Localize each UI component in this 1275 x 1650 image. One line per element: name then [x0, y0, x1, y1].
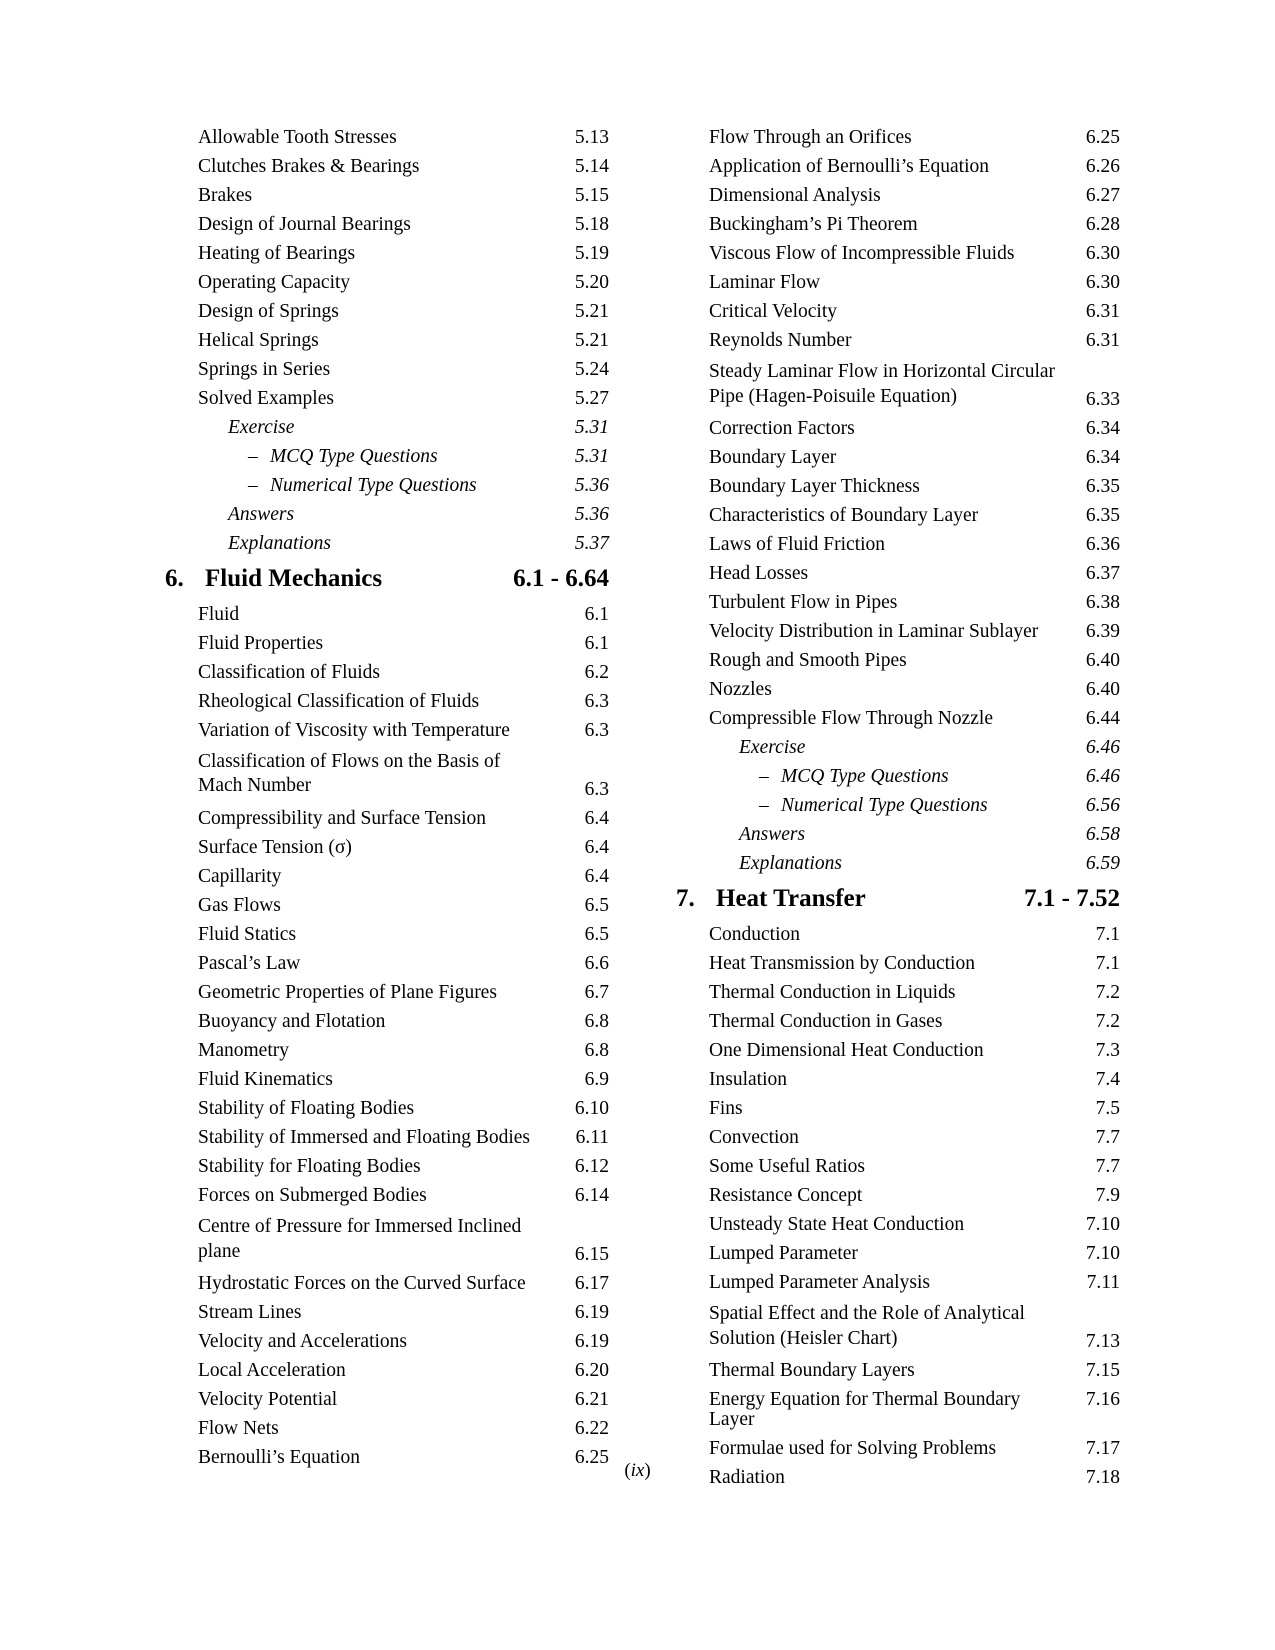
toc-entry-title: Laminar Flow — [709, 272, 821, 293]
toc-entry-title: Thermal Conduction in Liquids — [709, 981, 956, 1003]
toc-entry[interactable] — [160, 954, 609, 974]
toc-entry[interactable] — [671, 1012, 1120, 1032]
toc-entry-page-number: 7.3 — [1095, 1039, 1120, 1061]
toc-entry-title: Hydrostatic Forces on the Curved Surface — [198, 1273, 526, 1295]
toc-entry-title: Radiation — [709, 1466, 785, 1488]
toc-entry[interactable] — [671, 215, 1120, 235]
toc-entry[interactable] — [671, 157, 1120, 177]
toc-entry-title: Solved Examples — [198, 388, 334, 409]
toc-entry-title: Rough and Smooth Pipes — [709, 650, 907, 672]
toc-entry[interactable] — [160, 447, 609, 467]
toc-entry-page-number: 6.35 — [1085, 476, 1120, 498]
toc-entry-label: MCQ Type Questions — [270, 446, 438, 467]
toc-entry-title: Design of Springs — [198, 301, 339, 322]
toc-entry[interactable] — [671, 1186, 1120, 1206]
toc-entry[interactable] — [671, 448, 1120, 468]
toc-entry-title: Compressibility and Surface Tension — [198, 807, 487, 829]
toc-entry-title: Classification of Flows on the Basis of Mach Number — [198, 750, 501, 797]
toc-entry-page-number: 6.46 — [1085, 737, 1120, 759]
toc-entry-page-number: 6.4 — [584, 865, 609, 887]
toc-entry[interactable] — [671, 244, 1120, 264]
toc-entry-page-number: 6.26 — [1085, 156, 1120, 177]
toc-entry[interactable] — [160, 1128, 609, 1148]
toc-entry[interactable] — [160, 663, 609, 683]
toc-entry[interactable] — [671, 738, 1120, 758]
bullet-dash-icon: – — [759, 795, 769, 817]
toc-entry-title: Velocity Distribution in Laminar Sublayer — [709, 621, 1039, 643]
toc-entry-page-number: 7.1 — [1095, 952, 1120, 974]
toc-entry[interactable] — [160, 1099, 609, 1119]
toc-entry-title: Operating Capacity — [198, 272, 351, 293]
toc-entry-page-number: 6.19 — [574, 1302, 609, 1324]
toc-entry-title: Variation of Viscosity with Temperature — [198, 719, 510, 741]
toc-entry-title: Velocity and Accelerations — [198, 1331, 408, 1353]
toc-entry-page-number: 6.5 — [584, 923, 609, 945]
toc-entry-page-number: 6.3 — [584, 690, 609, 712]
toc-entry-title: Heating of Bearings — [198, 243, 356, 264]
toc-entry-page-number: 6.36 — [1085, 534, 1120, 556]
toc-entry-title: Spatial Effect and the Role of Analytical Solution (Heisler Chart) — [709, 1302, 1025, 1349]
toc-entry[interactable] — [160, 1303, 609, 1323]
toc-entry[interactable] — [671, 360, 1120, 410]
toc-entry-page-number: 6.4 — [584, 807, 609, 829]
toc-entry[interactable] — [160, 692, 609, 712]
toc-entry-title: Boundary Layer — [709, 447, 837, 469]
toc-entry-page-number: 6.1 — [584, 632, 609, 654]
toc-entry[interactable] — [160, 244, 609, 264]
toc-entry-title: Explanations — [228, 533, 331, 554]
toc-entry-title: Pascal’s Law — [198, 952, 301, 974]
toc-entry[interactable] — [671, 825, 1120, 845]
toc-columns — [160, 128, 1120, 1497]
toc-entry[interactable] — [160, 1390, 609, 1410]
toc-entry-page-number: 6.17 — [574, 1273, 609, 1295]
toc-entry-title: Flow Through an Orifices — [709, 127, 912, 148]
toc-entry[interactable] — [160, 389, 609, 409]
toc-entry[interactable] — [671, 1302, 1120, 1352]
chapter-page-range: 7.1 - 7.52 — [1024, 884, 1120, 912]
toc-entry-title: Manometry — [198, 1039, 289, 1061]
toc-entry[interactable] — [671, 709, 1120, 729]
toc-entry[interactable] — [160, 605, 609, 625]
toc-entry-title: Classification of Fluids — [198, 661, 380, 683]
toc-entry-page-number: 6.33 — [1085, 389, 1120, 411]
toc-entry-page-number: 5.31 — [574, 446, 609, 467]
toc-entry-title: Local Acceleration — [198, 1360, 346, 1382]
toc-entry-page-number: 6.5 — [584, 894, 609, 916]
toc-entry-title: Correction Factors — [709, 418, 855, 440]
bullet-dash-icon: – — [248, 446, 258, 467]
toc-entry-title: Buckingham’s Pi Theorem — [709, 214, 918, 235]
toc-entry-page-number: 7.10 — [1085, 1242, 1120, 1264]
toc-entry-title: Geometric Properties of Plane Figures — [198, 981, 497, 1003]
toc-entry-page-number: 6.31 — [1085, 301, 1120, 322]
toc-entry-title: Fluid Properties — [198, 632, 324, 654]
toc-entry[interactable] — [160, 186, 609, 206]
toc-entry[interactable] — [671, 1157, 1120, 1177]
toc-entry-label: MCQ Type Questions — [781, 766, 949, 788]
toc-entry-page-number: 5.21 — [574, 330, 609, 351]
toc-entry-title: Forces on Submerged Bodies — [198, 1184, 427, 1206]
toc-entry[interactable] — [671, 273, 1120, 293]
toc-entry[interactable] — [160, 1070, 609, 1090]
toc-entry-title — [759, 767, 1068, 787]
chapter-number: 6. — [165, 564, 184, 592]
toc-entry-page-number: 6.4 — [584, 836, 609, 858]
toc-entry-title: Flow Nets — [198, 1418, 279, 1440]
toc-entry-page-number: 7.2 — [1095, 1010, 1120, 1032]
toc-entry[interactable] — [160, 1361, 609, 1381]
toc-entry[interactable] — [671, 1070, 1120, 1090]
chapter-title: Heat Transfer — [716, 884, 866, 912]
toc-entry-page-number: 7.5 — [1095, 1097, 1120, 1119]
toc-entry-page-number: 7.10 — [1085, 1213, 1120, 1235]
toc-entry[interactable] — [671, 593, 1120, 613]
toc-entry-title: Resistance Concept — [709, 1184, 863, 1206]
toc-entry-page-number: 6.35 — [1085, 505, 1120, 527]
toc-entry-title: Unsteady State Heat Conduction — [709, 1213, 965, 1235]
toc-entry-page-number: 5.18 — [574, 214, 609, 235]
toc-entry[interactable] — [160, 302, 609, 322]
toc-entry-title: Fluid Statics — [198, 923, 297, 945]
toc-entry[interactable] — [160, 634, 609, 654]
toc-entry-page-number: 7.18 — [1085, 1466, 1120, 1488]
toc-entry-title: Fins — [709, 1097, 743, 1119]
toc-entry-title: Nozzles — [709, 679, 772, 701]
toc-entry-page-number: 6.9 — [584, 1068, 609, 1090]
toc-entry-page-number: 6.10 — [574, 1097, 609, 1119]
toc-entry-page-number: 6.25 — [574, 1447, 609, 1469]
toc-entry-page-number: 7.7 — [1095, 1126, 1120, 1148]
toc-entry-page-number: 6.19 — [574, 1331, 609, 1353]
toc-entry[interactable] — [671, 1361, 1120, 1381]
toc-entry-title: Insulation — [709, 1068, 787, 1090]
toc-entry-page-number: 5.24 — [574, 359, 609, 380]
toc-entry-page-number: 6.11 — [575, 1126, 609, 1148]
toc-entry-title — [248, 447, 557, 467]
toc-entry[interactable] — [671, 796, 1120, 816]
toc-entry-page-number: 6.28 — [1085, 214, 1120, 235]
toc-entry-page-number: 7.16 — [1085, 1389, 1120, 1411]
toc-entry-title: Fluid Kinematics — [198, 1068, 333, 1090]
toc-entry[interactable] — [671, 1439, 1120, 1459]
bullet-dash-icon: – — [248, 475, 258, 496]
toc-entry[interactable] — [671, 925, 1120, 945]
toc-entry[interactable] — [671, 506, 1120, 526]
toc-entry-page-number: 5.21 — [574, 301, 609, 322]
toc-entry-page-number: 6.25 — [1085, 127, 1120, 148]
toc-entry[interactable] — [671, 128, 1120, 148]
toc-entry-page-number: 5.27 — [574, 388, 609, 409]
toc-entry[interactable] — [160, 476, 609, 496]
toc-entry-page-number: 6.8 — [584, 1010, 609, 1032]
toc-entry-title: Energy Equation for Thermal Boundary Layer — [709, 1389, 1021, 1430]
toc-entry-page-number: 6.27 — [1085, 185, 1120, 206]
toc-entry-title: Rheological Classification of Fluids — [198, 690, 480, 712]
toc-entry[interactable] — [671, 983, 1120, 1003]
toc-entry[interactable] — [160, 925, 609, 945]
toc-entry[interactable] — [671, 186, 1120, 206]
toc-entry-title: Allowable Tooth Stresses — [198, 127, 397, 148]
toc-entry-page-number: 6.15 — [574, 1244, 609, 1266]
toc-entry-title: Conduction — [709, 923, 800, 945]
toc-chapter-heading[interactable] — [160, 566, 609, 591]
toc-entry[interactable] — [160, 331, 609, 351]
toc-entry-page-number: 7.11 — [1086, 1271, 1120, 1293]
toc-entry[interactable] — [160, 1215, 609, 1265]
toc-entry-title: Springs in Series — [198, 359, 331, 380]
toc-entry-label: Numerical Type Questions — [781, 795, 988, 817]
toc-entry-title: Viscous Flow of Incompressible Fluids — [709, 243, 1015, 264]
toc-entry-title: Compressible Flow Through Nozzle — [709, 708, 993, 730]
toc-entry[interactable] — [671, 1099, 1120, 1119]
toc-entry-title: Heat Transmission by Conduction — [709, 952, 975, 974]
toc-entry-page-number: 7.1 — [1095, 923, 1120, 945]
toc-entry-page-number: 5.14 — [574, 156, 609, 177]
toc-entry-page-number: 6.22 — [574, 1418, 609, 1440]
toc-entry[interactable] — [671, 954, 1120, 974]
toc-entry-page-number: 5.13 — [574, 127, 609, 148]
bullet-dash-icon: – — [759, 766, 769, 788]
toc-entry-page-number: 5.20 — [574, 272, 609, 293]
toc-entry-title: Head Losses — [709, 563, 809, 585]
toc-entry-title: Buoyancy and Flotation — [198, 1010, 386, 1032]
chapter-page-range: 6.1 - 6.64 — [513, 564, 609, 592]
toc-entry[interactable] — [160, 505, 609, 525]
toc-entry-title: Steady Laminar Flow in Horizontal Circular Pipe (Hagen-Poisuile Equation) — [709, 361, 1056, 407]
toc-entry-page-number: 6.40 — [1085, 650, 1120, 672]
toc-left-column — [160, 128, 609, 1497]
folio-number: ix — [630, 1460, 645, 1481]
chapter-number: 7. — [676, 884, 695, 912]
toc-entry-page-number: 7.2 — [1095, 981, 1120, 1003]
toc-entry-title: Critical Velocity — [709, 301, 837, 322]
toc-entry-title: Bernoulli’s Equation — [198, 1447, 360, 1469]
toc-entry-label: Numerical Type Questions — [270, 475, 477, 496]
toc-entry-page-number: 6.31 — [1085, 330, 1120, 351]
toc-entry-page-number: 6.6 — [584, 952, 609, 974]
toc-entry-title — [248, 476, 557, 496]
toc-entry[interactable] — [671, 302, 1120, 322]
toc-entry-title: Answers — [739, 824, 806, 846]
toc-entry-page-number: 6.12 — [574, 1155, 609, 1177]
toc-entry-page-number: 6.21 — [574, 1389, 609, 1411]
toc-entry[interactable] — [671, 622, 1120, 642]
toc-entry-title: Exercise — [228, 417, 295, 438]
toc-entry-page-number: 6.14 — [574, 1184, 609, 1206]
toc-entry-title: Brakes — [198, 185, 253, 206]
toc-entry[interactable] — [160, 750, 609, 800]
toc-entry[interactable] — [160, 1419, 609, 1439]
toc-entry-title: Convection — [709, 1126, 799, 1148]
toc-entry-title: Lumped Parameter Analysis — [709, 1271, 930, 1293]
toc-entry-page-number: 6.3 — [584, 719, 609, 741]
toc-entry[interactable] — [160, 1157, 609, 1177]
toc-entry-title — [759, 796, 1068, 816]
toc-entry-title: Explanations — [739, 853, 842, 875]
toc-entry-title: Thermal Boundary Layers — [709, 1360, 915, 1382]
toc-entry-page-number: 7.4 — [1095, 1068, 1120, 1090]
toc-entry-page-number: 7.13 — [1085, 1331, 1120, 1353]
toc-entry[interactable] — [160, 1041, 609, 1061]
chapter-title: Fluid Mechanics — [205, 564, 383, 592]
toc-entry-page-number: 5.37 — [574, 533, 609, 554]
toc-entry-title: Gas Flows — [198, 894, 281, 916]
toc-entry[interactable] — [160, 1186, 609, 1206]
toc-entry-title: Reynolds Number — [709, 330, 852, 351]
toc-entry-title: Answers — [228, 504, 295, 525]
toc-entry-page-number: 6.37 — [1085, 563, 1120, 585]
toc-entry[interactable] — [671, 1390, 1120, 1429]
toc-entry-page-number: 5.15 — [574, 185, 609, 206]
toc-entry[interactable] — [671, 680, 1120, 700]
toc-entry-title: Stability of Immersed and Floating Bodies — [198, 1126, 531, 1148]
toc-entry-title: Velocity Potential — [198, 1389, 338, 1411]
page-folio — [0, 1460, 1275, 1482]
toc-entry-title: Characteristics of Boundary Layer — [709, 505, 979, 527]
toc-entry-page-number: 5.36 — [574, 504, 609, 525]
toc-entry[interactable] — [671, 767, 1120, 787]
toc-right-column — [671, 128, 1120, 1497]
toc-entry-page-number: 6.44 — [1085, 708, 1120, 730]
toc-entry-title: Clutches Brakes & Bearings — [198, 156, 420, 177]
toc-entry[interactable] — [160, 1012, 609, 1032]
toc-entry-page-number: 6.1 — [584, 603, 609, 625]
toc-entry-page-number: 6.30 — [1085, 272, 1120, 293]
toc-entry[interactable] — [160, 360, 609, 380]
toc-entry-title: One Dimensional Heat Conduction — [709, 1039, 984, 1061]
toc-entry-title: Boundary Layer Thickness — [709, 476, 920, 498]
toc-entry[interactable] — [671, 1273, 1120, 1293]
toc-entry[interactable] — [160, 418, 609, 438]
toc-entry-title: Stream Lines — [198, 1302, 302, 1324]
toc-entry-page-number: 6.34 — [1085, 418, 1120, 440]
toc-entry[interactable] — [160, 896, 609, 916]
toc-entry-page-number: 5.31 — [574, 417, 609, 438]
toc-entry[interactable] — [160, 215, 609, 235]
toc-entry[interactable] — [671, 331, 1120, 351]
toc-entry-page-number: 6.59 — [1085, 853, 1120, 875]
toc-entry-page-number: 6.30 — [1085, 243, 1120, 264]
toc-entry-page-number: 6.40 — [1085, 679, 1120, 701]
toc-entry-title: Capillarity — [198, 865, 282, 887]
toc-entry[interactable] — [671, 1244, 1120, 1264]
toc-entry-title: Stability for Floating Bodies — [198, 1155, 421, 1177]
toc-entry-page-number: 7.15 — [1085, 1360, 1120, 1382]
toc-entry-title: Fluid — [198, 603, 240, 625]
toc-entry[interactable] — [160, 809, 609, 829]
toc-entry-page-number: 6.20 — [574, 1360, 609, 1382]
toc-entry-page-number: 5.19 — [574, 243, 609, 264]
toc-entry-page-number: 6.38 — [1085, 592, 1120, 614]
toc-entry[interactable] — [160, 838, 609, 858]
toc-entry-title: Thermal Conduction in Gases — [709, 1010, 943, 1032]
toc-entry[interactable] — [160, 721, 609, 741]
toc-entry-title: Application of Bernoulli’s Equation — [709, 156, 989, 177]
toc-entry[interactable] — [160, 157, 609, 177]
toc-entry[interactable] — [160, 273, 609, 293]
toc-entry[interactable] — [671, 535, 1120, 555]
toc-entry[interactable] — [160, 867, 609, 887]
folio-open-paren: ( — [624, 1460, 631, 1481]
toc-entry-title: Exercise — [739, 737, 806, 759]
toc-entry[interactable] — [160, 1332, 609, 1352]
toc-entry[interactable] — [671, 477, 1120, 497]
toc-entry[interactable] — [160, 534, 609, 554]
toc-entry[interactable] — [671, 1215, 1120, 1235]
toc-entry-page-number: 5.36 — [574, 475, 609, 496]
toc-entry[interactable] — [160, 1274, 609, 1294]
toc-entry-page-number: 6.39 — [1085, 621, 1120, 643]
toc-entry-title: Helical Springs — [198, 330, 319, 351]
toc-entry-title: Lumped Parameter — [709, 1242, 858, 1264]
toc-entry-page-number: 6.46 — [1085, 766, 1120, 788]
toc-entry-page-number: 6.2 — [584, 661, 609, 683]
toc-entry-page-number: 6.34 — [1085, 447, 1120, 469]
toc-entry-page-number: 6.3 — [584, 778, 609, 800]
toc-entry[interactable] — [160, 983, 609, 1003]
toc-entry-title: Turbulent Flow in Pipes — [709, 592, 898, 614]
toc-entry[interactable] — [671, 1041, 1120, 1061]
toc-entry-page-number: 7.7 — [1095, 1155, 1120, 1177]
toc-entry-title: Stability of Floating Bodies — [198, 1097, 415, 1119]
toc-entry-title: Design of Journal Bearings — [198, 214, 411, 235]
toc-chapter-heading[interactable] — [671, 886, 1120, 911]
toc-entry[interactable] — [160, 128, 609, 148]
toc-entry-page-number: 6.58 — [1085, 824, 1120, 846]
toc-entry-page-number: 7.9 — [1095, 1184, 1120, 1206]
folio-close-paren: ) — [644, 1460, 651, 1481]
toc-entry-title: Laws of Fluid Friction — [709, 534, 886, 556]
toc-entry-title: Formulae used for Solving Problems — [709, 1437, 997, 1459]
toc-entry-page-number: 7.17 — [1085, 1437, 1120, 1459]
toc-entry[interactable] — [671, 854, 1120, 874]
toc-entry[interactable] — [671, 1128, 1120, 1148]
toc-entry-title: Centre of Pressure for Immersed Inclined plane — [198, 1215, 522, 1262]
toc-entry[interactable] — [671, 564, 1120, 584]
toc-entry-title: Dimensional Analysis — [709, 185, 881, 206]
toc-entry-page-number: 6.7 — [584, 981, 609, 1003]
toc-entry-title: Surface Tension (σ) — [198, 836, 352, 858]
toc-entry-title: Some Useful Ratios — [709, 1155, 865, 1177]
toc-entry[interactable] — [671, 419, 1120, 439]
toc-entry-page-number: 6.56 — [1085, 795, 1120, 817]
toc-entry[interactable] — [671, 651, 1120, 671]
toc-entry-page-number: 6.8 — [584, 1039, 609, 1061]
